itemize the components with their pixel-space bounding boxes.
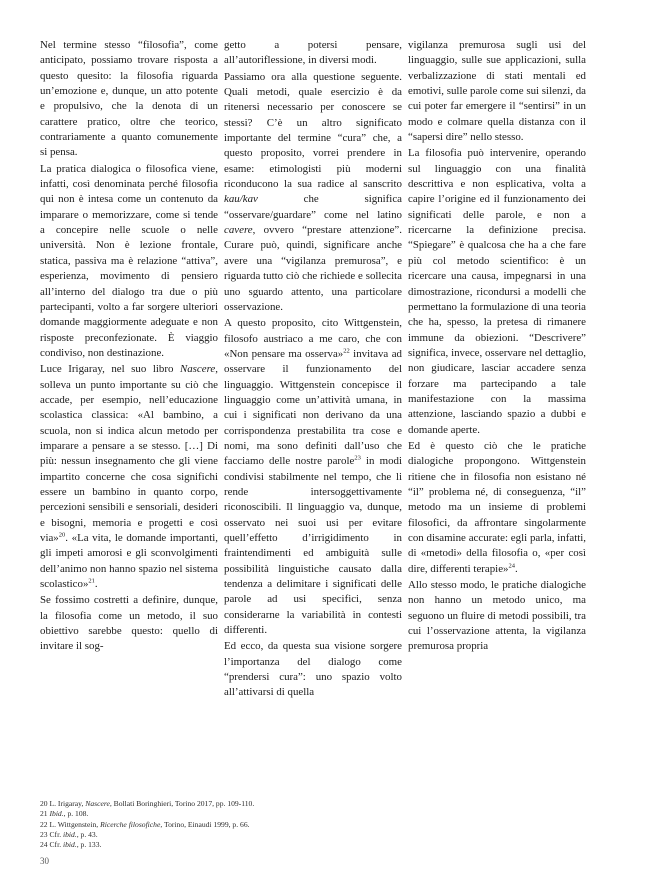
paragraph [224,70,402,316]
text-run: 24 Cfr. [40,840,63,850]
text-run: Ed è questo ciò che le pratiche dialogiche propongono. Wittgenstein ritiene che in filosofia non esistano né “il” problema né, di conseguenza, “il” metodo ma un insieme di problemi filosofici, da affrontare singolarmente con disamine accurate: egli parla, infatti, di «metodi» della filosofia o, «per così dire, differenti terapie» [408,439,586,575]
footnote-ref-21: 21 [88,577,95,585]
footnotes [40,799,600,850]
text-run: , p. 108. [63,809,89,819]
text-run: Nel termine stesso “filosofia”, come anticipato, possiamo trovare risposta a questo quesito: la filosofia riguarda un’emozione e, dunque, un atto potente e propulsivo, che la denota di un carattere pratico, oltre che teorico, contrariamente a quanto comunemente si pensa. [40,39,218,159]
italic-text: Ibid. [49,809,64,819]
paragraph [224,316,402,638]
text-run: , solleva un punto importante su ciò che accade, per esempio, nell’educazione scolastica classica: «Al bambino, a scuola, non si indica alcun metodo per imparare a pensare a se stesso. […] Di più: nessun insegnamento che gli viene impartito concerne che cosa significhi essere un bambino in quanto corpo, percezioni sensibili e sensoriali, desideri e bisogni, memoria e progetti e così via» [40,363,218,544]
text-column-1 [40,38,218,656]
text-run: , Bollati Boringhieri, Torino 2017, pp. 109-110. [109,799,255,808]
text-run: che significa “osservare/guardare” come nel latino [224,193,402,221]
footnote [40,820,600,830]
text-run: . «La vita, le domande importanti, gli impeti amorosi e gli sconvolgimenti dell’animo non hanno spazio nel sistema scolastico» [40,532,218,591]
text-run: vigilanza premurosa sugli usi del linguaggio, sulle sue applicazioni, sulla verbalizzazione di stati mentali ed emotivi, sulle parole come sui silenzi, da cui poter far emergere il “sentirsi” in un modo e colmare quella distanza con il “sapersi dire” nello stesso. [408,39,586,144]
footnote-ref-22: 22 [343,347,350,355]
paragraph [408,439,586,577]
text-run: invitava ad osservare il funzionamento del linguaggio. Wittgenstein concepisce il linguaggio come un’attività umana, in cui i significati non derivano da una corrispondenza prestabilita tra cose e nomi, ma sono definiti dall’uso che facciamo delle nostre parole [224,347,402,468]
paragraph [408,38,586,145]
text-run: A questo proposito, cito Wittgenstein, filosofo austriaco a me caro, che con «Non pensare ma osserva» [224,317,402,360]
italic-text: ibid. [63,829,77,839]
text-run: in modi condivisi stabilmente nel tempo, che li rende intersoggettivamente riconoscibili. Il linguaggio va, dunque, osservato nei suoi usi per evitare quell’effetto d’irrigidimento in fraintendimenti ed ambiguità sulle possibilità linguistiche causato dalla tendenza a delimitare i significati delle parole ad usi specifici, senza considerarne la variabilità in contesti differenti. [224,455,402,637]
footnote [40,830,600,840]
italic-text: kau/kav [224,193,258,206]
footnote-ref-23: 23 [354,454,361,462]
text-run: , p. 133. [76,840,102,850]
page-number: 30 [40,856,49,866]
text-run: 23 Cfr. [40,829,63,839]
paragraph [408,146,586,438]
text-run: . [94,578,98,591]
text-run: La pratica dialogica o filosofica viene, infatti, così denominata perché filosofia qui non è intesa come un contenuto da imparare o memorizzare, come si tende a concepire nelle scuole o nelle università. Non è lezione frontale, statica, passiva ma è relazione “attiva”, esperienza, movimento di pensiero all’interno del dialogo tra due o più partecipanti, volto a far sorgere ulteriori domande maggiormente adeguate e non risposte preconfezionate. È viaggio condiviso, non destinazione. [40,162,218,359]
text-run: 20 L. Irigaray, [40,799,86,808]
italic-text: Ricerche filosofiche [100,819,161,829]
italic-text: Nascere [179,363,216,376]
text-run: Allo stesso modo, le pratiche dialogiche non hanno un metodo unico, ma seguono un fluire di metodi possibili, tra cui l’osservazione attenta, la vigilanza premurosa propria [408,579,586,653]
footnote-ref-20: 20 [58,531,66,539]
text-run: La filosofia può intervenire, operando sul linguaggio con una finalità descrittiva e non esplicativa, volta a capire l’origine ed il funzionamento dei significati delle parole, e non a ricercarne la definizione precisa. “Spiegare” è qualcosa che ha a che fare più col metodo scientifico: è un ricercare una causa, impegnarsi in una dimostrazione, ricondursi a modelli che permettano la formulazione di una teoria che ha, spesso, la pretesa di rimanere immune da obiezioni. “Descrivere” significa, invece, osservare nel dettaglio, non giudicare, lasciar accadere senza forzare ma partecipando a tale manifestazione con la massima attenzione, lasciando spazio a dubbi e domande aperte. [408,147,586,436]
text-run: Passiamo ora alla questione seguente. Quali metodi, quale esercizio è da ritenersi necessario per conoscere se stessi? C’è un altro significato importante del termine “cura” che, a questo proposito, vorrei prendere in esame: etimologisti più moderni riconducono la sua radice al sanscrito [224,70,402,191]
text-run: , p. 43. [76,829,98,839]
paragraph [408,578,586,655]
text-column-3 [408,38,586,656]
paragraph [40,362,218,592]
text-run: , ovvero “prestare attenzione”. Curare può, quindi, significare anche avere una “vigilanza premurosa”, e riguarda tutto ciò che richiede e sollecita uno sguardo attento, una particolare osservazione. [224,224,402,313]
text-run: Se fossimo costretti a definire, dunque, la filosofia come un metodo, il suo obiettivo sarebbe questo: quello di invitare il sog- [40,594,218,653]
footnote [40,799,600,809]
text-run: , Torino, Einaudi 1999, p. 66. [160,819,250,829]
italic-text: ibid. [63,840,77,850]
text-run: Luce Irigaray, nel suo libro [40,363,180,376]
italic-text: Nascere [85,799,110,808]
text-run: getto a potersi pensare, all’autoriflessione, in diversi modi. [224,39,402,67]
text-run: 22 L. Wittgenstein, [40,819,101,829]
paragraph [40,38,218,161]
footnote-ref-24: 24 [508,562,515,570]
paragraph [40,162,218,361]
text-run: . [515,562,518,575]
paragraph [40,593,218,654]
footnote [40,809,600,819]
footnote [40,840,600,850]
text-run: 21 [40,809,50,819]
paragraph [224,38,402,69]
text-column-2 [224,38,402,702]
text-run: Ed ecco, da questa sua visione sorgere l’importanza del dialogo come “prendersi cura”: uno spazio volto all’attivarsi di quella [224,640,402,699]
paragraph [224,639,402,700]
italic-text: cavere [224,224,253,237]
